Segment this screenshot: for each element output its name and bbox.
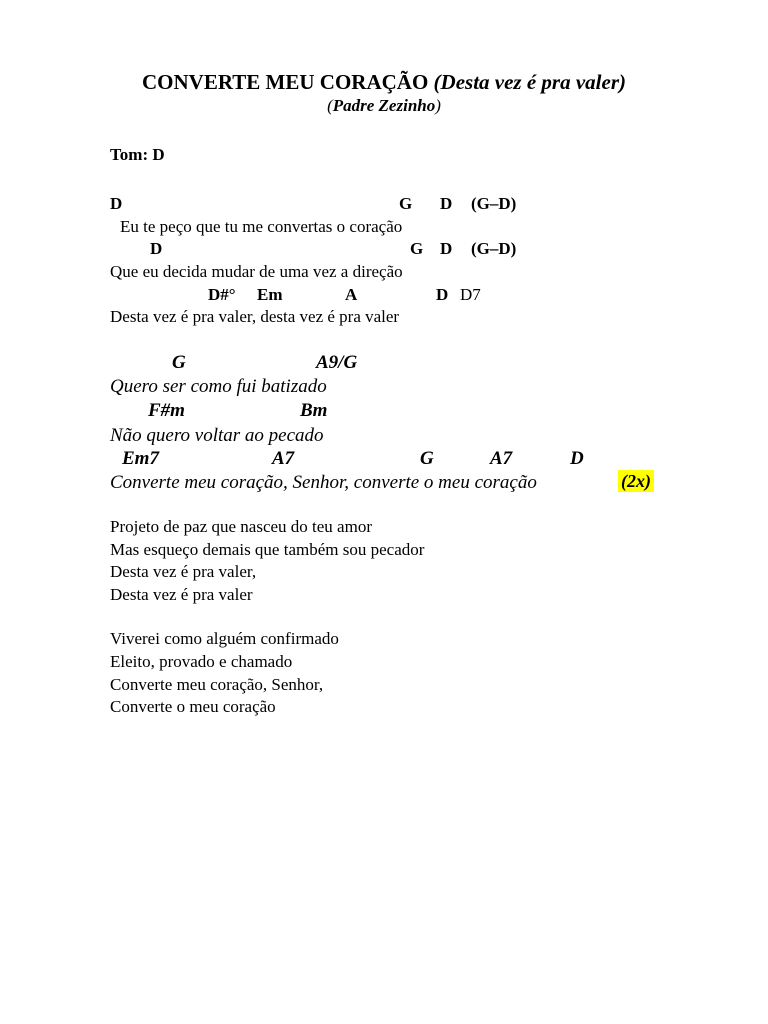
chord: A7	[490, 448, 513, 469]
lyric-line: Converte o meu coração	[110, 697, 276, 716]
lyric-line: Não quero voltar ao pecado	[110, 425, 324, 446]
chord: Bm	[300, 400, 328, 421]
lyric-line: Desta vez é pra valer	[110, 585, 253, 604]
lyric-line: Converte meu coração, Senhor,	[110, 675, 324, 694]
chord: (G–D)	[471, 194, 517, 213]
chord: Em7	[122, 448, 159, 469]
chord: D	[440, 194, 453, 213]
song-title-main: CONVERTE MEU CORAÇÃO	[142, 70, 434, 94]
lyric-line: Desta vez é pra valer,	[110, 562, 257, 581]
chord: D7	[460, 285, 481, 304]
lyric-line: Que eu decida mudar de uma vez a direção	[110, 262, 403, 281]
author-paren-close: )	[435, 96, 441, 115]
lyric-line: Converte meu coração, Senhor, converte o meu coração	[110, 472, 537, 493]
chord: D	[440, 239, 453, 258]
chord: D#°	[208, 285, 236, 304]
song-author	[0, 97, 768, 114]
chord: G	[410, 239, 424, 258]
song-title	[0, 72, 768, 93]
chord: G	[172, 352, 186, 373]
lyric-line: Viverei como alguém confirmado	[110, 629, 339, 648]
chord: G	[420, 448, 434, 469]
lyric-line: Desta vez é pra valer, desta vez é pra valer	[110, 307, 400, 326]
chord: D	[150, 239, 163, 258]
chord: A7	[272, 448, 295, 469]
chord: A9/G	[316, 352, 358, 373]
song-subtitle: (Desta vez é pra valer)	[433, 70, 626, 94]
author-paren-open: (	[327, 96, 333, 115]
chord: Em	[257, 285, 283, 304]
chord: A	[345, 285, 358, 304]
lyric-line: Mas esqueço demais que também sou pecador	[110, 540, 425, 559]
chord: G	[399, 194, 413, 213]
chord: D	[110, 194, 123, 213]
lyric-line: Quero ser como fui batizado	[110, 376, 327, 397]
lyric-line: Eu te peço que tu me convertas o coração	[120, 217, 403, 236]
chord: F#m	[148, 400, 185, 421]
chord: D	[570, 448, 584, 469]
chord: (G–D)	[471, 239, 517, 258]
lyric-line: Projeto de paz que nasceu do teu amor	[110, 517, 372, 536]
lyric-line: Eleito, provado e chamado	[110, 652, 293, 671]
author-name: Padre Zezinho	[332, 96, 436, 115]
song-key: Tom: D	[110, 145, 165, 164]
chord: D	[436, 285, 449, 304]
repeat-badge: (2x)	[618, 470, 654, 492]
